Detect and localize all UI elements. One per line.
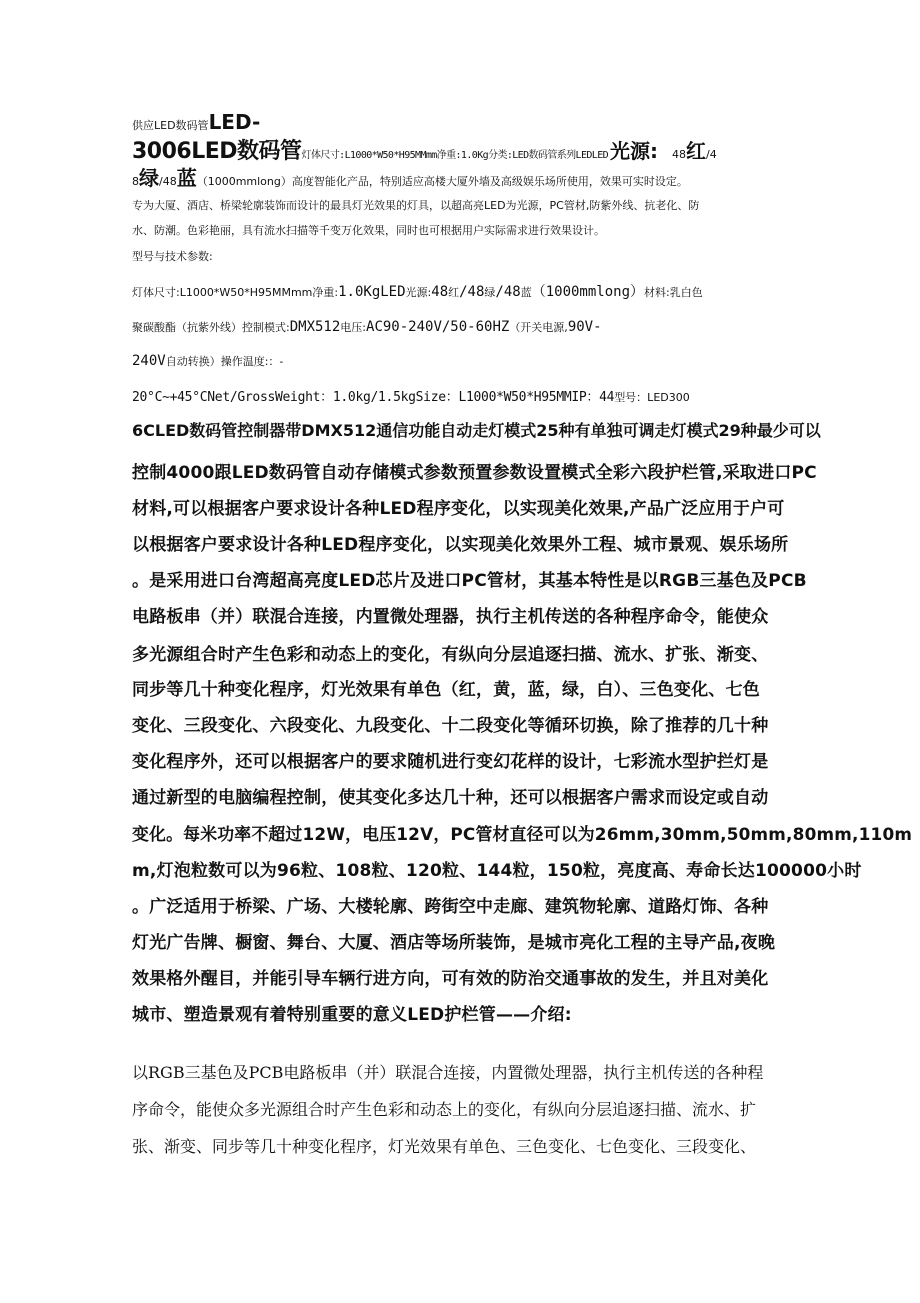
title-blue: 蓝 [176, 166, 197, 190]
intro-line-2: 水、防潮。色彩艳丽，具有流水扫描等千变万化效果，同时也可根据用户实际需求进行效果设计。 [132, 224, 605, 237]
param-90v: 90V- [567, 319, 602, 335]
param-light-label: 光源: [405, 286, 432, 299]
param-48b: /48 [459, 284, 485, 300]
param-model: 型号：LED300 [614, 391, 690, 404]
body-line-14: 。广泛适用于桥梁、广场、大楼轮廓、跨街空中走廊、建筑物轮廓、道路灯饰、各种 [132, 897, 769, 917]
title-description: （1000mmlong）高度智能化产品，特别适应高楼大厦外墙及高级娱乐场所使用，效果可实时设定。 [196, 175, 688, 188]
param-weight: 1.0KgLED [338, 284, 406, 300]
param-dim-label [132, 286, 312, 299]
param-voltage: AC90-240V/50-60HZ [366, 319, 510, 335]
param-weight-label: 净重: [312, 286, 339, 299]
title-count-48b: /48 [159, 175, 177, 188]
body-line-9: 变化、三段变化、六段变化、九段变化、十二段变化等循环切换，除了推荐的几十种 [132, 716, 769, 736]
param-48a: 48 [431, 284, 449, 300]
intro-line-3: 型号与技术参数: [132, 250, 213, 263]
params-line-1 [132, 281, 703, 301]
final-line-3: 张、渐变、同步等几十种变化程序，灯光效果有单色、三色变化、七色变化、三段变化、 [132, 1137, 757, 1156]
intro-line-1: 专为大厦、酒店、桥梁轮廓装饰而设计的最具灯光效果的灯具，以超高亮LED为光源，PC管材,防紫外线、抗老化、防 [132, 199, 700, 212]
body-line-6: 电路板串（并）联混合连接，内置微处理器，执行主机传送的各种程序命令，能使众 [132, 607, 769, 627]
body-line-4: 以根据客户要求设计各种LED程序变化，以实现美化效果外工程、城市景观、娱乐场所 [132, 535, 789, 555]
body-line-13: m,灯泡粒数可以为96粒、108粒、120粒、144粒，150粒，亮度高、寿命长达100000小时 [132, 861, 862, 881]
param-240v: 240V [132, 353, 166, 369]
title-red: 红 [686, 139, 707, 163]
param-voltage-label: 电压: [340, 321, 367, 334]
body-line-16: 效果格外醒目，并能引导车辆行进方向，可有效的防治交通事故的发生，并且对美化 [132, 969, 769, 989]
param-material: 材料:乳白色 [644, 286, 703, 299]
title-count-8: 8 [132, 175, 139, 188]
param-temp-weight-size: 20°C~+45°CNet/GrossWeight：1.0kg/1.5kgSize：L1000*W50*H95MMIP：44 [132, 390, 615, 405]
body-line-1-text: 6CLED数码管控制器带DMX512通信功能自动走灯模式25种有单独可调走灯模式29种最少可以 [132, 421, 821, 440]
final-line-1: 以RGB三基色及PCB电路板串（并）联混合连接，内置微处理器，执行主机传送的各种程 [132, 1063, 764, 1082]
param-temp-label: 自动转换）操作温度:：- [165, 355, 284, 368]
body-line-12: 变化。每米功率不超过12W，电压12V，PC管材直径可以为26mm,30mm,50mm,80mm,110m [132, 825, 913, 845]
body-line-7: 多光源组合时产生色彩和动态上的变化，有纵向分层追逐扫描、流水、扩张、渐变、 [132, 645, 769, 665]
title-green: 绿 [139, 166, 159, 190]
param-red: 红 [448, 286, 460, 299]
title-prefix: 供应LED数码管 [132, 119, 209, 132]
body-line-3: 材料,可以根据客户要求设计各种LED程序变化，以实现美化效果,产品广泛应用于户可 [132, 499, 785, 519]
title-line-1 [132, 110, 260, 134]
title-model: LED- [208, 110, 261, 134]
params-line-3 [132, 350, 283, 369]
body-line-5: 。是采用进口台湾超高亮度LED芯片及进口PC管材，其基本特性是以RGB三基色及PCB [132, 571, 807, 591]
param-green: 绿 [484, 286, 496, 299]
body-line-17: 城市、塑造景观有着特别重要的意义LED护栏管——介绍: [132, 1005, 572, 1025]
param-blue: 蓝 [520, 286, 532, 299]
title-line-3 [132, 162, 688, 191]
body-line-1 [132, 418, 821, 441]
title-light-source: 光源: [610, 139, 659, 163]
final-line-2: 序命令，能使众多光源组合时产生色彩和动态上的变化，有纵向分层追逐扫描、流水、扩 [132, 1100, 757, 1119]
param-psu: （开关电源, [509, 321, 568, 334]
param-length: （1000mmlong） [531, 284, 645, 300]
title-count-48: 48 [672, 148, 687, 161]
body-line-11: 通过新型的电脑编程控制，使其变化多达几十种，还可以根据客户需求而设定或自动 [132, 788, 769, 808]
param-dim: 灯体尺寸:L1000*W50*H95MMmm [132, 286, 313, 299]
body-line-8: 同步等几十种变化程序，灯光效果有单色（红，黄，蓝，绿，白）、三色变化、七色 [132, 680, 760, 700]
title-specs: 灯体尺寸:L1000*W50*H95MMmm净重:1.0Kg分类:LED数码管系列LEDLED [301, 150, 609, 161]
params-line-4 [132, 386, 690, 405]
title-frac: /4 [706, 148, 717, 161]
title-line-2 [132, 134, 717, 165]
param-control: DMX512 [289, 319, 341, 335]
params-line-2 [132, 316, 602, 335]
param-control-label: 聚碳酸酯（抗紫外线）控制模式: [132, 321, 290, 334]
body-line-15: 灯光广告牌、橱窗、舞台、大厦、酒店等场所装饰，是城市亮化工程的主导产品,夜晚 [132, 933, 776, 953]
body-line-2: 控制4000跟LED数码管自动存储模式参数预置参数设置模式全彩六段护栏管,采取进口PC [132, 463, 817, 483]
param-48c: /48 [495, 284, 521, 300]
body-line-10: 变化程序外，还可以根据客户的要求随机进行变幻花样的设计，七彩流水型护拦灯是 [132, 752, 769, 772]
title-product: 3006LED数码管 [132, 139, 302, 164]
